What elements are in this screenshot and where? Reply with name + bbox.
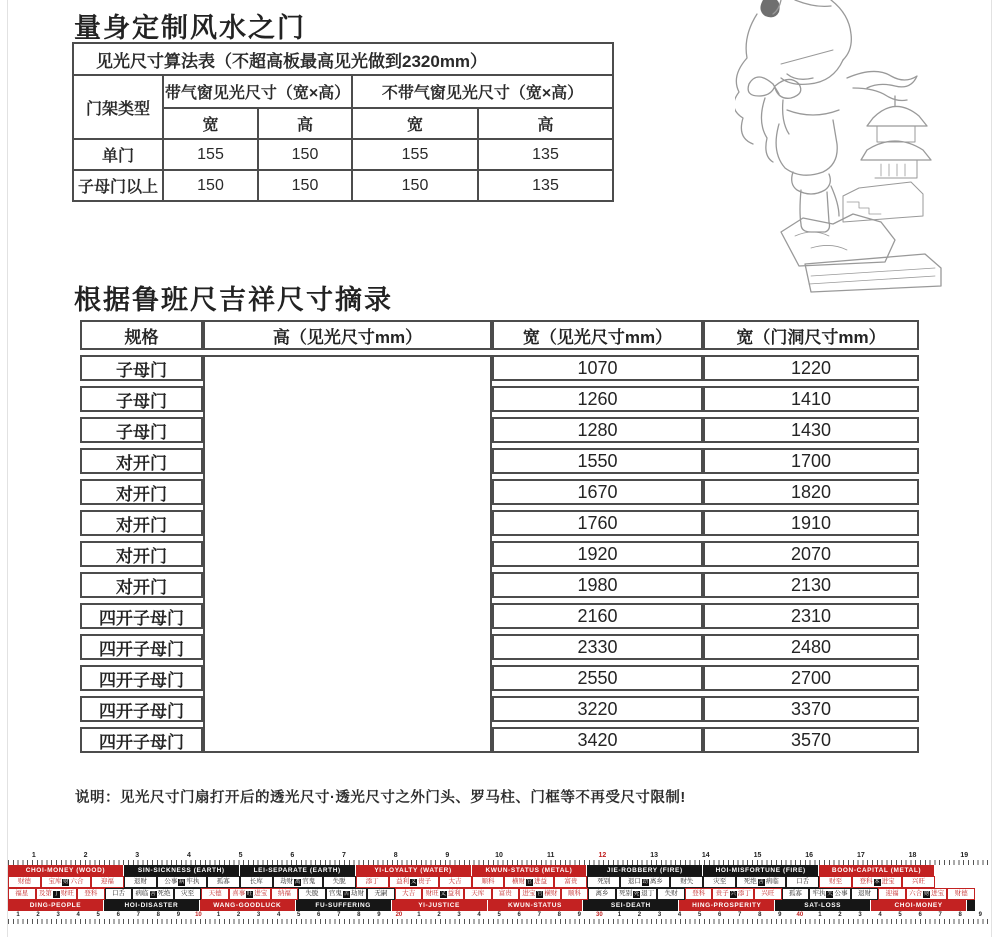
note-text: 说明：见光尺寸门扇打开后的透光尺寸·透光尺寸之外门头、罗马柱、门框等不再受尺寸限制! [75,790,686,806]
cell-value: 155 [352,139,478,170]
width-light-cell: 2160 [492,603,703,629]
algo-table-caption: 见光尺寸算法表（不超高板最高见光做到2320mm） [73,43,613,75]
section-head-square: 害 [758,878,764,885]
ruler-word-pair: 益利 义 贵子 [389,876,439,888]
width-light-cell: 2330 [492,634,703,660]
ruler-section-label: SIN-SICKNESS (EARTH) [124,865,240,876]
ruler-word: 添丁 [356,876,389,888]
algo-table-group1: 带气窗见光尺寸（宽×高） [163,75,352,108]
width-opening-cell: 2070 [703,541,919,567]
ruler-word-group [124,876,240,888]
width-light-cell: 3220 [492,696,703,722]
inch-number: 19 [960,852,969,859]
cm-number: 4 [76,912,80,918]
ruler-word: 财至 [819,876,852,888]
algo-sub-header: 宽 [163,108,258,139]
section-head-square: 兴 [730,890,737,897]
cm-number: 2 [838,912,842,918]
ruler-word: 长库 [240,876,273,888]
cm-number: 3 [858,912,862,918]
luban-statue-illustration [735,0,965,300]
ruler-ticks-bottom [8,919,990,924]
width-light-cell: 1280 [492,417,703,443]
width-light-cell: 1670 [492,479,703,505]
width-light-cell: 1920 [492,541,703,567]
ruler-section-label: CHOI-MONEY (WOOD) [8,865,124,876]
ruler-section-label: SEI-DEATH [583,900,679,911]
section-head-square: 官 [537,890,543,897]
cm-number: 7 [136,912,140,918]
ruler-word: 大吉 [395,888,423,900]
ruler-section-label: BOON-CAPITAL (METAL) [819,865,935,876]
ruler-word-pair: 六合 财 进宝 [906,888,948,900]
spec-cell: 四开子母门 [80,696,203,722]
column-header: 规格 [80,320,203,350]
section-head-square: 离 [294,878,301,885]
ruler-word-group [819,876,935,888]
cell-value: 135 [478,170,613,201]
ruler-word: 迎福 [878,888,906,900]
page-edge-right [991,0,992,937]
width-opening-cell: 2130 [703,572,919,598]
spec-cell: 四开子母门 [80,665,203,691]
inch-number: 18 [908,852,917,859]
width-opening-cell: 3370 [703,696,919,722]
spec-cell: 子母门 [80,417,203,443]
cm-number: 3 [56,912,60,918]
ruler-lower-sections [8,900,975,911]
cm-number: 4 [276,912,281,918]
ruler-word-pair: 退口 劫 离乡 [620,876,670,888]
ruler-upper-words [8,876,935,888]
ruler-word-group [356,876,472,888]
cm-number: 3 [457,912,461,918]
cell-value: 135 [478,139,613,170]
cm-number: 8 [758,912,762,918]
page-title: 量身定制风水之门 [74,13,306,43]
inch-number: 14 [701,852,710,859]
cm-number: 30 [596,912,603,918]
cm-number: 6 [116,912,120,918]
width-opening-cell: 1220 [703,355,919,381]
ruler-section-label: YI-LOYALTY (WATER) [356,865,472,876]
ruler-word-group [703,876,819,888]
ruler-word-group [395,888,492,900]
ruler-end-cap [967,900,975,911]
ruler-word: 口舌 [786,876,819,888]
cm-number: 6 [918,912,922,918]
width-opening-cell: 1910 [703,510,919,536]
cm-number: 1 [16,912,20,918]
ruler-word: 福星 [8,888,36,900]
section-head-square: 本 [874,878,880,885]
width-opening-cell: 1430 [703,417,919,443]
section-title: 根据鲁班尺吉祥尺寸摘录 [74,285,393,315]
cm-number: 40 [796,912,804,918]
cm-number: 3 [256,912,261,918]
width-light-cell: 1260 [492,386,703,412]
ruler-section-label: SAT-LOSS [775,900,871,911]
ruler-word-group [298,888,395,900]
width-opening-cell: 2480 [703,634,919,660]
inch-number: 6 [290,852,295,859]
ruler-section-label: YI-JUSTICE [392,900,488,911]
inch-number: 12 [598,852,607,859]
cm-number: 5 [697,912,702,918]
cm-number: 5 [297,912,301,918]
ruler-upper-sections [8,865,935,876]
ruler-word-group [878,888,975,900]
spec-cell: 对开门 [80,541,203,567]
ruler-word-group [685,888,782,900]
column-header: 宽（门洞尺寸mm） [703,320,919,350]
luban-auspicious-table [80,320,919,753]
ruler-word: 登科 [77,888,105,900]
section-head-square: 丁 [53,890,60,897]
ruler-word: 退财 [124,876,157,888]
cm-number: 4 [878,912,882,918]
table-row [73,170,613,201]
cm-number: 2 [36,912,40,918]
ruler-word: 孤寡 [207,876,240,888]
spec-cell: 对开门 [80,510,203,536]
cm-number: 8 [156,912,161,918]
spec-cell: 四开子母门 [80,727,203,753]
width-light-cell: 1760 [492,510,703,536]
ruler-word-pair: 牢执 失 公事 [809,888,851,900]
width-opening-cell: 1700 [703,448,919,474]
cm-number: 3 [657,912,662,918]
ruler-inch-numbers [8,851,990,860]
spec-cell: 对开门 [80,572,203,598]
ruler-section-label: KWUN-STATUS (METAL) [472,865,588,876]
section-head-square: 苦 [343,890,350,897]
inch-number: 1 [31,852,36,859]
ruler-word: 财德 [8,876,41,888]
inch-number: 7 [342,852,346,859]
ruler-word: 富贵 [492,888,520,900]
algo-sub-header: 高 [478,108,613,139]
spec-cell: 子母门 [80,386,203,412]
cell-value: 150 [258,139,352,170]
ruler-word: 失脱 [298,888,326,900]
section-head-square: 病 [179,878,185,885]
ruler-word: 灾至 [703,876,736,888]
ruler-word-group [8,888,105,900]
width-opening-cell: 1410 [703,386,919,412]
ruler-section-label: JIE-ROBBERY (FIRE) [587,865,703,876]
cm-number: 5 [898,912,902,918]
width-opening-cell: 2700 [703,665,919,691]
spec-cell: 对开门 [80,448,203,474]
ruler-word-pair: 登科 本 进宝 [852,876,902,888]
table-row [73,139,613,170]
cm-number: 2 [637,912,642,918]
cm-number: 9 [778,912,782,918]
inch-number: 9 [445,852,450,859]
section-head-square: 劫 [642,878,649,885]
inch-number: 16 [805,852,814,859]
cm-number: 6 [317,912,321,918]
ruler-word-group [105,888,202,900]
ruler-word: 财德 [947,888,975,900]
cm-number: 1 [818,912,822,918]
width-opening-cell: 1820 [703,479,919,505]
cm-number: 8 [357,912,361,918]
ruler-word-group [782,888,879,900]
ruler-word-group [201,888,298,900]
cm-number: 1 [216,912,221,918]
ruler-word: 兴旺 [754,888,782,900]
cm-number: 5 [497,912,501,918]
cm-number: 1 [617,912,622,918]
ruler-word: 无嗣 [367,888,395,900]
ruler-word-group [240,876,356,888]
ruler-word: 天德 [201,888,229,900]
column-header: 宽（见光尺寸mm） [492,320,703,350]
cm-number: 8 [958,912,962,918]
height-column-cell [203,355,492,753]
ruler-word-pair: 公事 病 牢执 [157,876,207,888]
ruler-lower-words [8,888,975,900]
cm-number: 9 [176,912,181,918]
ruler-section-label: HING-PROSPERITY [679,900,775,911]
ruler-word: 财失 [670,876,703,888]
section-head-square: 义 [410,878,417,885]
ruler-word-pair: 死别 死 退丁 [616,888,658,900]
cm-number: 5 [96,912,100,918]
ruler-word: 登科 [685,888,713,900]
width-light-cell: 1980 [492,572,703,598]
ruler-word-pair: 喜事 旺 进宝 [229,888,271,900]
ruler-word: 顺科 [472,876,505,888]
ruler-word-pair: 横财 官 进益 [504,876,554,888]
cell-value: 150 [258,170,352,201]
ruler-word-group [8,876,124,888]
cell-value: 155 [163,139,258,170]
cm-number: 2 [437,912,441,918]
ruler-section-label: DING-PEOPLE [8,900,104,911]
ruler-word-group [492,888,589,900]
section-head-square: 义 [440,890,446,897]
section-head-square: 害 [150,890,156,897]
ruler-word: 失财 [657,888,685,900]
width-light-cell: 2550 [492,665,703,691]
ruler-word-pair: 宝库 财 六合 [41,876,91,888]
ruler-section-label: KWUN-STATUS [488,900,584,911]
inch-number: 5 [238,852,243,859]
ruler-word-group [588,888,685,900]
ruler-word-group [587,876,703,888]
ruler-word-pair: 及第 丁 财旺 [36,888,78,900]
row-label: 子母门以上 [73,170,163,201]
cm-number: 20 [395,912,403,918]
row-label: 单门 [73,139,163,170]
ruler-section-label: CHOI-MONEY [871,900,967,911]
width-opening-cell: 3570 [703,727,919,753]
section-head-square: 死 [633,890,640,897]
ruler-word: 死别 [587,876,620,888]
ruler-word: 离乡 [588,888,616,900]
ruler-word-pair: 进宝 官 横财 [519,888,561,900]
cm-number: 4 [677,912,682,918]
ruler-word: 大吉 [439,876,472,888]
ruler-word: 迎福 [91,876,124,888]
spec-cell: 对开门 [80,479,203,505]
cm-number: 9 [577,912,581,918]
ruler-section-label: WANG-GOODLUCK [200,900,296,911]
spec-cell: 四开子母门 [80,634,203,660]
column-header: 高（见光尺寸mm） [203,320,492,350]
ruler-section-label: HOI-DISASTER [104,900,200,911]
cm-number: 7 [938,912,942,918]
cm-number: 9 [377,912,381,918]
cm-number: 4 [477,912,481,918]
width-light-cell: 3420 [492,727,703,753]
section-head-square: 财 [923,890,930,897]
ruler-word: 兴旺 [902,876,935,888]
ruler-section-label: FU-SUFFERING [296,900,392,911]
cm-number: 6 [717,912,722,918]
algo-table-group2: 不带气窗见光尺寸（宽×高） [352,75,613,108]
inch-number: 15 [753,852,762,859]
cm-number: 9 [978,912,982,918]
luban-ruler [8,851,990,924]
width-opening-cell: 2310 [703,603,919,629]
inch-number: 17 [856,852,865,859]
cm-number: 7 [537,912,541,918]
inch-number: 3 [135,852,140,859]
ruler-cm-numbers [8,911,990,919]
inch-number: 10 [495,852,503,859]
ruler-word-group [472,876,588,888]
ruler-word-pair: 财旺 义 益利 [422,888,464,900]
cm-number: 2 [236,912,241,918]
cm-number: 7 [738,912,742,918]
ruler-word-pair: 劫财 离 官鬼 [273,876,323,888]
ruler-word-pair: 死绝 害 病临 [736,876,786,888]
ruler-word-pair: 官鬼 苦 劫财 [326,888,368,900]
section-head-square: 官 [526,878,533,885]
inch-number: 4 [186,852,191,859]
spec-cell: 子母门 [80,355,203,381]
cell-value: 150 [163,170,258,201]
ruler-word: 富贵 [554,876,587,888]
ruler-word-pair: 病临 害 死绝 [132,888,174,900]
cm-number: 10 [195,912,202,918]
section-head-square: 财 [63,878,69,885]
spec-cell: 四开子母门 [80,603,203,629]
section-head-square: 失 [827,890,833,897]
algo-table-corner: 门架类型 [73,75,163,139]
width-light-cell: 1070 [492,355,703,381]
cell-value: 150 [352,170,478,201]
inch-number: 13 [650,852,658,859]
ruler-word: 口舌 [105,888,133,900]
cm-number: 6 [517,912,521,918]
ruler-word: 顺科 [561,888,589,900]
ruler-word: 孤寡 [782,888,810,900]
cm-number: 8 [557,912,561,918]
width-light-cell: 1550 [492,448,703,474]
section-head-square: 旺 [246,890,253,897]
ruler-word: 灾至 [174,888,202,900]
glass-size-algorithm-table [72,42,614,202]
ruler-section-label: LEI-SEPARATE (EARTH) [240,865,356,876]
ruler-word: 纳福 [271,888,299,900]
inch-number: 2 [83,852,88,859]
ruler-word: 失脱 [323,876,356,888]
cm-number: 7 [337,912,341,918]
cm-number: 1 [417,912,421,918]
algo-sub-header: 宽 [352,108,478,139]
ruler-section-label: HOI-MISFORTUNE (FIRE) [703,865,819,876]
ruler-word: 退财 [851,888,879,900]
inch-number: 11 [547,852,555,859]
ruler-word: 天库 [464,888,492,900]
algo-sub-header: 高 [258,108,352,139]
page-edge-left [7,0,8,937]
ruler-word-pair: 贵子 兴 添丁 [712,888,754,900]
inch-number: 8 [393,852,398,859]
